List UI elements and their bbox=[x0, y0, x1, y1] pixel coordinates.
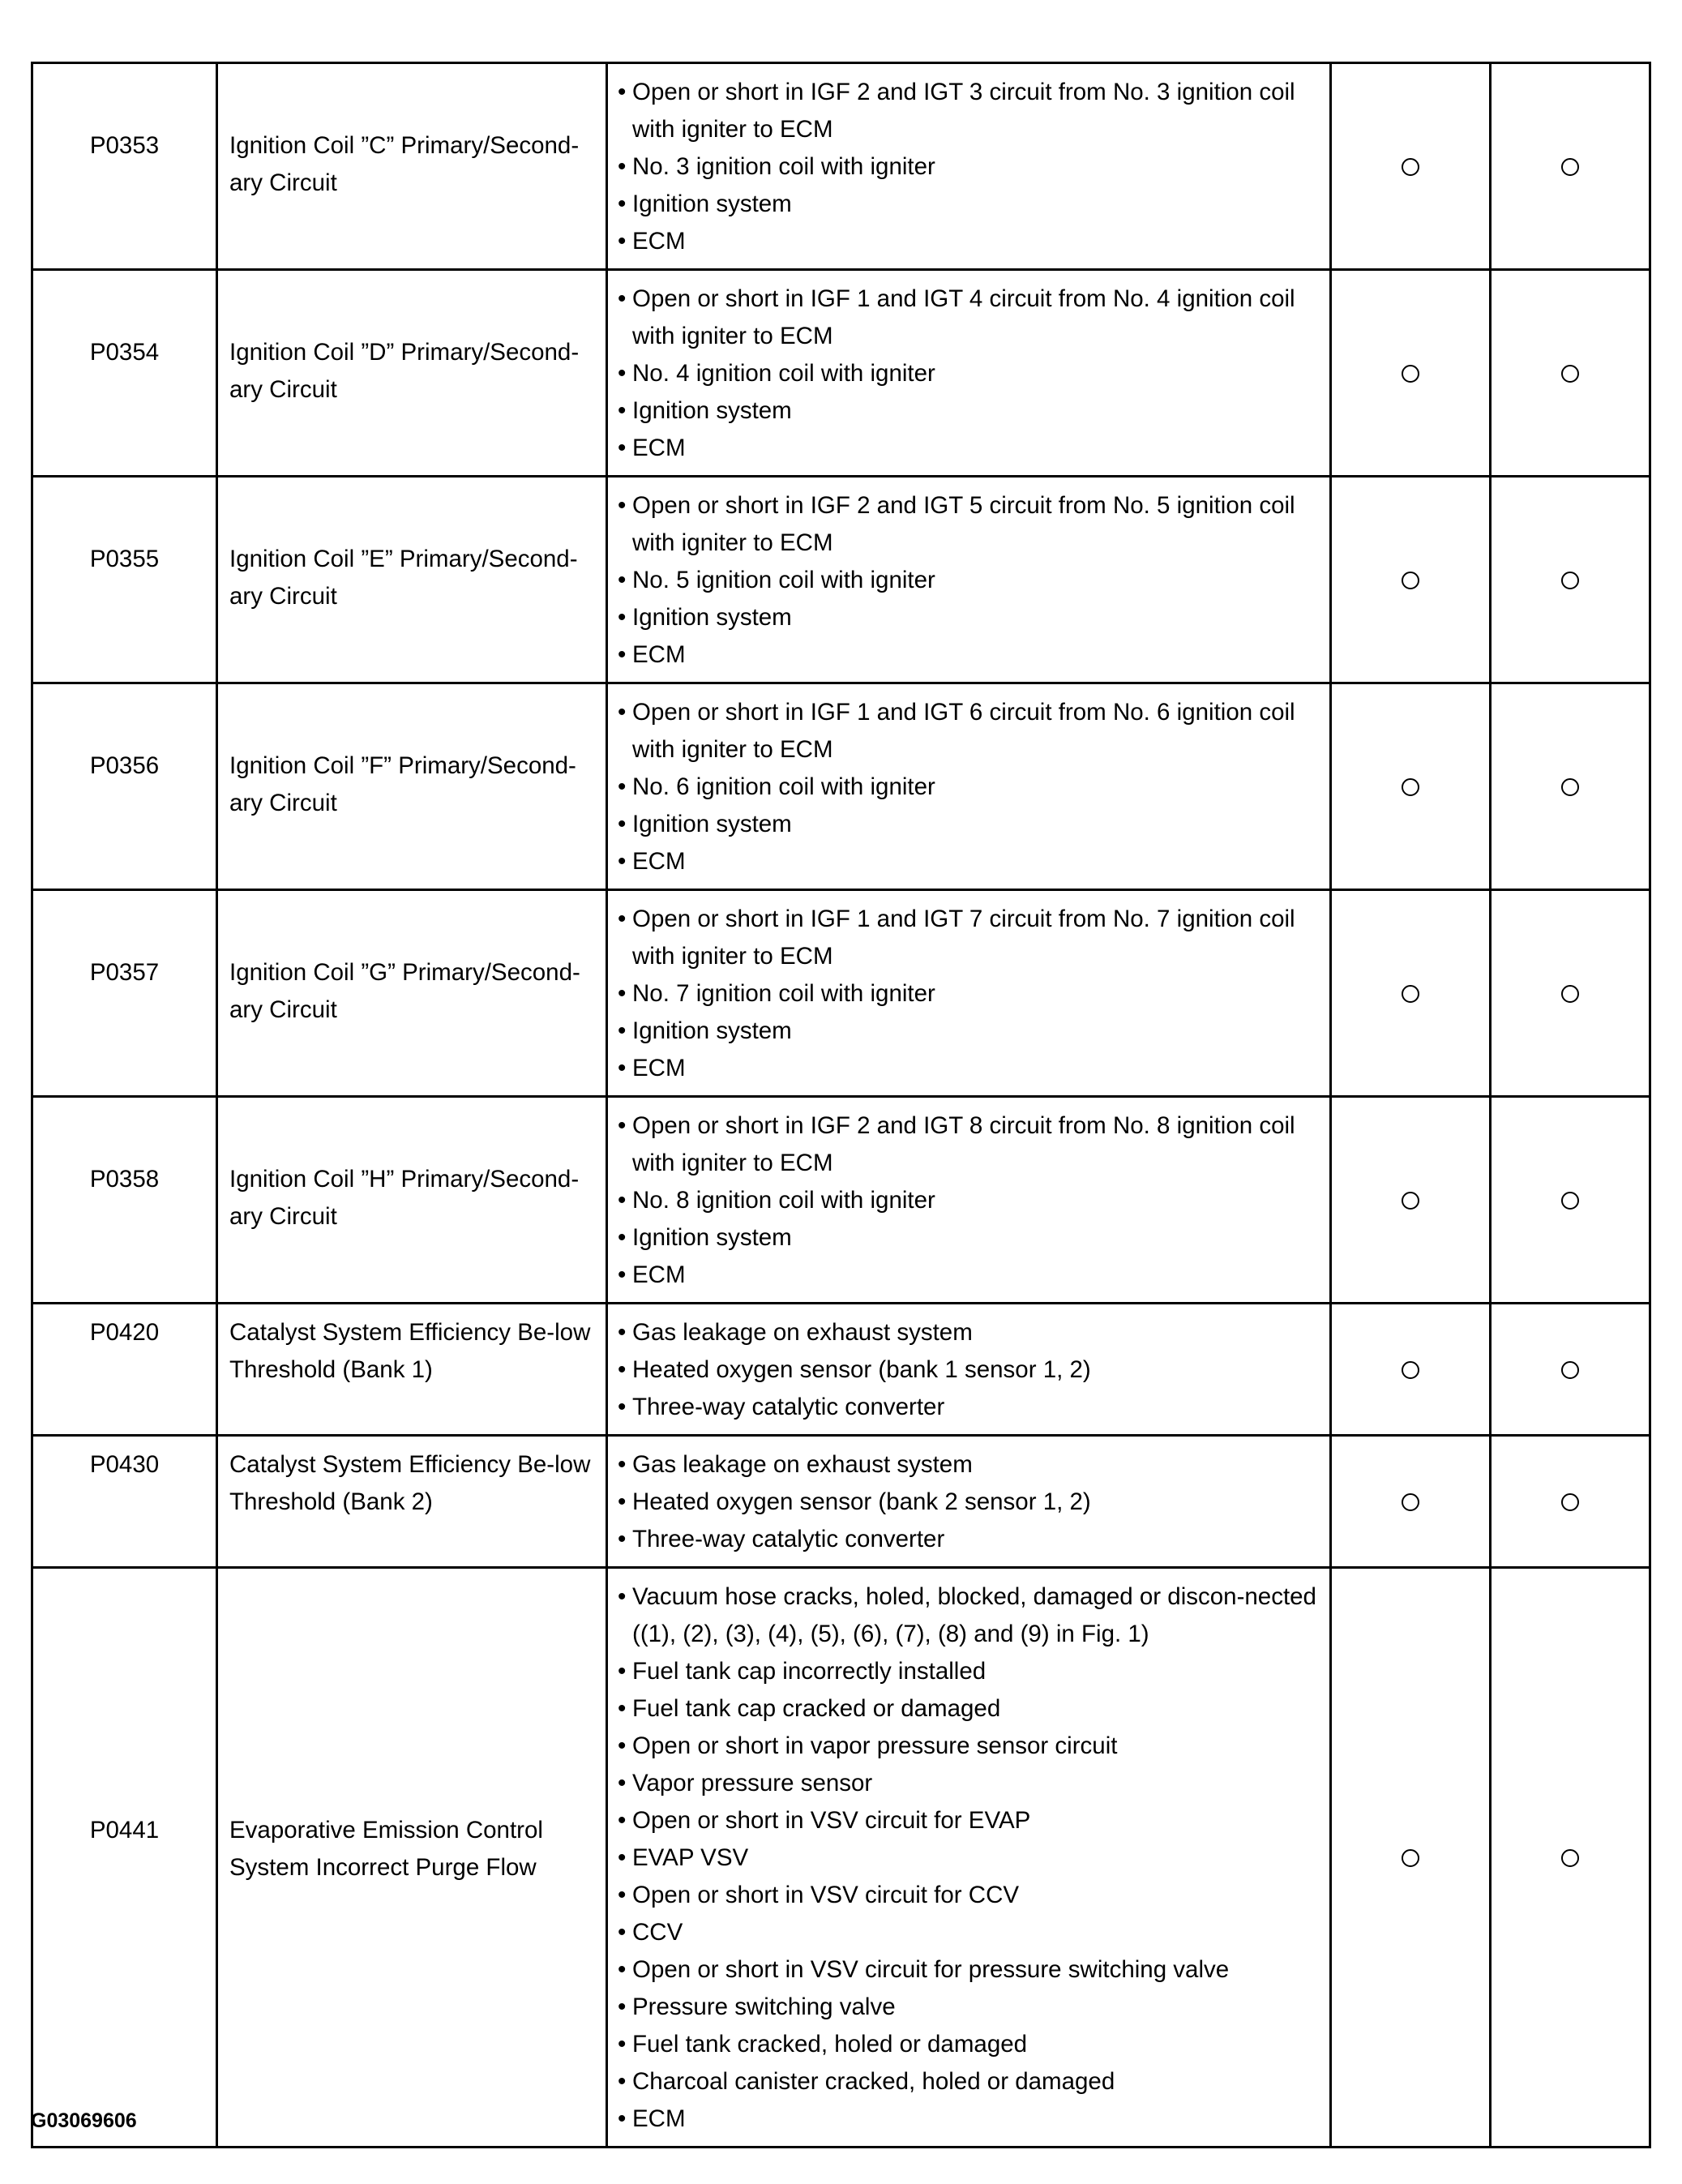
trouble-area-item: • Ignition system bbox=[618, 599, 1321, 636]
circle-mark-icon bbox=[1402, 572, 1419, 589]
trouble-area-list bbox=[618, 1314, 1321, 1426]
circle-mark-icon bbox=[1402, 1361, 1419, 1379]
table-row bbox=[32, 477, 1650, 683]
detection-item: Catalyst System Efficiency Be-low Threshold (Bank 1) bbox=[217, 1304, 607, 1436]
memory-cell bbox=[1491, 63, 1650, 270]
dtc-code: P0420 bbox=[32, 1304, 217, 1436]
trouble-area-item: • ECM bbox=[618, 1257, 1321, 1294]
mil-cell bbox=[1331, 683, 1491, 890]
trouble-area-item: • Open or short in VSV circuit for EVAP bbox=[618, 1802, 1321, 1839]
mil-cell bbox=[1331, 1097, 1491, 1304]
circle-mark-icon bbox=[1561, 1849, 1579, 1867]
trouble-area-item: • ECM bbox=[618, 636, 1321, 674]
trouble-area-item: • Open or short in vapor pressure sensor circuit bbox=[618, 1728, 1321, 1765]
trouble-area bbox=[607, 1436, 1331, 1568]
trouble-area-list bbox=[618, 1446, 1321, 1558]
trouble-area bbox=[607, 1097, 1331, 1304]
trouble-area-item: • Open or short in VSV circuit for CCV bbox=[618, 1877, 1321, 1914]
mil-cell bbox=[1331, 1304, 1491, 1436]
trouble-area-item: • Open or short in IGF 1 and IGT 6 circuit from No. 6 ignition coil with igniter to ECM bbox=[618, 694, 1321, 769]
detection-item: Ignition Coil ”H” Primary/Second-ary Circuit bbox=[217, 1097, 607, 1304]
trouble-area-item: • Gas leakage on exhaust system bbox=[618, 1446, 1321, 1484]
trouble-area-item: • Open or short in IGF 1 and IGT 4 circuit from No. 4 ignition coil with igniter to ECM bbox=[618, 280, 1321, 355]
figure-id: G03069606 bbox=[31, 2109, 137, 2132]
trouble-area-list bbox=[618, 1107, 1321, 1294]
mil-cell bbox=[1331, 270, 1491, 477]
circle-mark-icon bbox=[1402, 778, 1419, 796]
trouble-area-item: • No. 8 ignition coil with igniter bbox=[618, 1182, 1321, 1219]
trouble-area-list bbox=[618, 1578, 1321, 2138]
dtc-code: P0356 bbox=[32, 683, 217, 890]
trouble-area-item: • Heated oxygen sensor (bank 1 sensor 1, 2) bbox=[618, 1351, 1321, 1389]
memory-cell bbox=[1491, 270, 1650, 477]
memory-cell bbox=[1491, 1568, 1650, 2148]
table-row bbox=[32, 270, 1650, 477]
trouble-area-item: • Gas leakage on exhaust system bbox=[618, 1314, 1321, 1351]
trouble-area-item: • No. 5 ignition coil with igniter bbox=[618, 562, 1321, 599]
memory-cell bbox=[1491, 1097, 1650, 1304]
trouble-area-item: • Fuel tank cap cracked or damaged bbox=[618, 1690, 1321, 1728]
detection-item: Ignition Coil ”E” Primary/Second-ary Circuit bbox=[217, 477, 607, 683]
detection-item: Catalyst System Efficiency Be-low Threshold (Bank 2) bbox=[217, 1436, 607, 1568]
trouble-area-item: • Open or short in IGF 1 and IGT 7 circuit from No. 7 ignition coil with igniter to ECM bbox=[618, 901, 1321, 975]
dtc-table-body bbox=[32, 63, 1650, 2148]
trouble-area-item: • No. 6 ignition coil with igniter bbox=[618, 769, 1321, 806]
trouble-area-item: • Ignition system bbox=[618, 1219, 1321, 1257]
memory-cell bbox=[1491, 683, 1650, 890]
circle-mark-icon bbox=[1561, 572, 1579, 589]
trouble-area-item: • Pressure switching valve bbox=[618, 1989, 1321, 2026]
trouble-area-item: • Fuel tank cracked, holed or damaged bbox=[618, 2026, 1321, 2063]
trouble-area-item: • Ignition system bbox=[618, 1013, 1321, 1050]
table-row bbox=[32, 890, 1650, 1097]
trouble-area-list bbox=[618, 280, 1321, 467]
trouble-area bbox=[607, 1304, 1331, 1436]
trouble-area-item: • CCV bbox=[618, 1914, 1321, 1951]
dtc-code: P0355 bbox=[32, 477, 217, 683]
trouble-area-item: • Vacuum hose cracks, holed, blocked, damaged or discon-nected ((1), (2), (3), (4), (5), (6), (7), (8) and (9) in Fig. 1) bbox=[618, 1578, 1321, 1653]
circle-mark-icon bbox=[1561, 1361, 1579, 1379]
dtc-code: P0441 bbox=[32, 1568, 217, 2148]
mil-cell bbox=[1331, 1568, 1491, 2148]
trouble-area-item: • ECM bbox=[618, 1050, 1321, 1087]
trouble-area-item: • Three-way catalytic converter bbox=[618, 1521, 1321, 1558]
dtc-code: P0353 bbox=[32, 63, 217, 270]
trouble-area-item: • ECM bbox=[618, 223, 1321, 260]
circle-mark-icon bbox=[1561, 1192, 1579, 1210]
circle-mark-icon bbox=[1561, 158, 1579, 176]
circle-mark-icon bbox=[1561, 365, 1579, 383]
trouble-area-item: • Open or short in IGF 2 and IGT 3 circuit from No. 3 ignition coil with igniter to ECM bbox=[618, 74, 1321, 148]
memory-cell bbox=[1491, 890, 1650, 1097]
trouble-area-list bbox=[618, 487, 1321, 674]
table-row bbox=[32, 683, 1650, 890]
circle-mark-icon bbox=[1402, 985, 1419, 1003]
trouble-area-item: • No. 4 ignition coil with igniter bbox=[618, 355, 1321, 392]
trouble-area-item: • Vapor pressure sensor bbox=[618, 1765, 1321, 1802]
dtc-code: P0430 bbox=[32, 1436, 217, 1568]
trouble-area-list bbox=[618, 901, 1321, 1087]
circle-mark-icon bbox=[1402, 1849, 1419, 1867]
detection-item: Ignition Coil ”G” Primary/Second-ary Circuit bbox=[217, 890, 607, 1097]
dtc-table bbox=[31, 62, 1651, 2148]
trouble-area-list bbox=[618, 74, 1321, 260]
detection-item: Ignition Coil ”F” Primary/Second-ary Circuit bbox=[217, 683, 607, 890]
memory-cell bbox=[1491, 1304, 1650, 1436]
dtc-code: P0354 bbox=[32, 270, 217, 477]
table-row bbox=[32, 1436, 1650, 1568]
detection-item: Ignition Coil ”C” Primary/Second-ary Circuit bbox=[217, 63, 607, 270]
trouble-area-item: • ECM bbox=[618, 430, 1321, 467]
memory-cell bbox=[1491, 477, 1650, 683]
trouble-area bbox=[607, 270, 1331, 477]
trouble-area bbox=[607, 1568, 1331, 2148]
trouble-area-list bbox=[618, 694, 1321, 880]
trouble-area-item: • Charcoal canister cracked, holed or damaged bbox=[618, 2063, 1321, 2100]
detection-item: Ignition Coil ”D” Primary/Second-ary Circuit bbox=[217, 270, 607, 477]
table-row bbox=[32, 1304, 1650, 1436]
mil-cell bbox=[1331, 1436, 1491, 1568]
table-row bbox=[32, 1097, 1650, 1304]
trouble-area-item: • ECM bbox=[618, 843, 1321, 880]
trouble-area-item: • Open or short in IGF 2 and IGT 8 circuit from No. 8 ignition coil with igniter to ECM bbox=[618, 1107, 1321, 1182]
table-row bbox=[32, 63, 1650, 270]
trouble-area-item: • Open or short in IGF 2 and IGT 5 circuit from No. 5 ignition coil with igniter to ECM bbox=[618, 487, 1321, 562]
table-row bbox=[32, 1568, 1650, 2148]
circle-mark-icon bbox=[1402, 158, 1419, 176]
trouble-area-item: • Ignition system bbox=[618, 392, 1321, 430]
mil-cell bbox=[1331, 63, 1491, 270]
circle-mark-icon bbox=[1402, 1192, 1419, 1210]
dtc-code: P0357 bbox=[32, 890, 217, 1097]
trouble-area bbox=[607, 683, 1331, 890]
trouble-area-item: • Fuel tank cap incorrectly installed bbox=[618, 1653, 1321, 1690]
dtc-code: P0358 bbox=[32, 1097, 217, 1304]
circle-mark-icon bbox=[1561, 985, 1579, 1003]
detection-item: Evaporative Emission Control System Incorrect Purge Flow bbox=[217, 1568, 607, 2148]
trouble-area-item: • Ignition system bbox=[618, 186, 1321, 223]
mil-cell bbox=[1331, 477, 1491, 683]
trouble-area bbox=[607, 63, 1331, 270]
trouble-area-item: • Ignition system bbox=[618, 806, 1321, 843]
trouble-area-item: • Heated oxygen sensor (bank 2 sensor 1, 2) bbox=[618, 1484, 1321, 1521]
circle-mark-icon bbox=[1561, 1493, 1579, 1511]
mil-cell bbox=[1331, 890, 1491, 1097]
trouble-area-item: • No. 3 ignition coil with igniter bbox=[618, 148, 1321, 186]
trouble-area-item: • Three-way catalytic converter bbox=[618, 1389, 1321, 1426]
trouble-area bbox=[607, 890, 1331, 1097]
circle-mark-icon bbox=[1561, 778, 1579, 796]
trouble-area-item: • Open or short in VSV circuit for pressure switching valve bbox=[618, 1951, 1321, 1989]
trouble-area-item: • ECM bbox=[618, 2100, 1321, 2138]
trouble-area bbox=[607, 477, 1331, 683]
circle-mark-icon bbox=[1402, 365, 1419, 383]
memory-cell bbox=[1491, 1436, 1650, 1568]
trouble-area-item: • No. 7 ignition coil with igniter bbox=[618, 975, 1321, 1013]
circle-mark-icon bbox=[1402, 1493, 1419, 1511]
trouble-area-item: • EVAP VSV bbox=[618, 1839, 1321, 1877]
